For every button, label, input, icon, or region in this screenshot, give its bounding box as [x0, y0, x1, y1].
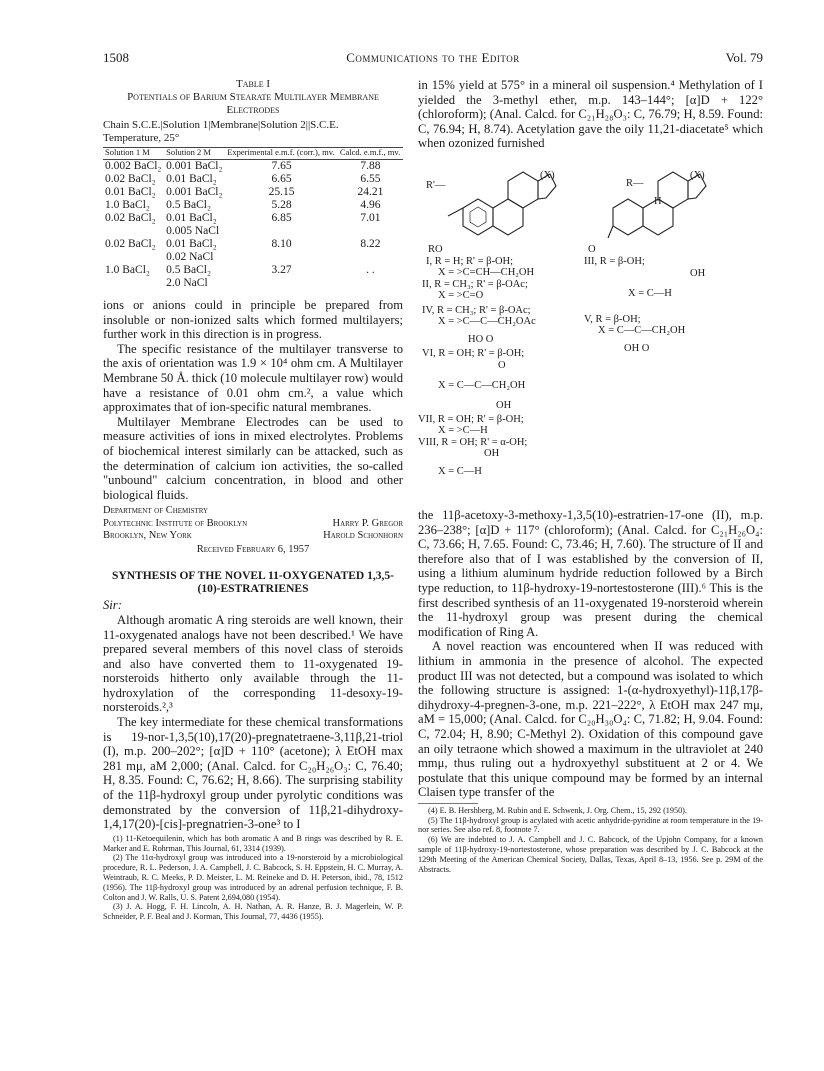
structure-label: OH: [690, 268, 706, 279]
footnote: (5) The 11β-hydroxyl group is acylated with acetic anhydride-pyridine at room temperature in the 19-nor series. See also ref. 8, footnote 7.: [418, 815, 763, 835]
table-cell: 2.0 NaCl: [166, 277, 208, 289]
structure-label: (X): [690, 170, 705, 181]
table-number: Table I: [235, 78, 271, 90]
table-row: [103, 225, 403, 238]
structure-label: H: [654, 196, 662, 207]
chemical-structures: [418, 170, 763, 510]
paragraph: A novel reaction was encountered when II was reduced with lithium in ammonia in the presence of alcohol. The expected product III was not detected, but a compound was isolated to which the following structure is assigned: 1-(α-hydroxyethyl)-11β,17β-dihydroxy-4-pregnen-3-one, m.p. 221–222°, λ EtOH max 247 mμ, aM = 15,000; (Anal. Calcd. for C₂₀H₃₀O₄: C, 71.82; H, 9.04. Found: C, 72.04; H, 8.90; C-Methyl 2). Oxidation of this compound gave an oily tetraone which showed a maximum in the ultraviolet at 240 mmμ, thus ruling out a hydroxyethyl substituent at 2 or 4. We postulate that this unique compound may be formed by an internal Claisen type transfer of the: [418, 639, 763, 800]
table-cell: [225, 277, 338, 290]
affil-line: [103, 518, 403, 531]
col-header: Calcd. e.m.f., mv.: [338, 148, 403, 160]
paragraph: the 11β-acetoxy-3-methoxy-1,3,5(10)-estratrien-17-one (II), m.p. 236–238°; [α]D + 117° (chloroform); (Anal. Calcd. for C₂₁H₂₆O₄: C, 73.66; H, 7.65. Found: C, 73.46; H, 7.60). The structure of II and therefore also that of I was established by the conversion of II, using a lithium aluminum hydride reduction followed by a Birch type reduction, to 11β-hydroxy-19-nortestosterone (III).⁶ This is the first described synthesis of an 11-oxygenated 19-norsteroid wherein the 11-hydroxyl group was present during the chemical modification of Ring A.: [418, 508, 763, 639]
paragraph: Multilayer Membrane Electrodes can be used to measure activities of ions in mixed electrolytes. Problems of biochemical interest similarly can be attacked, such as the determination of calcium ion activities, the so-called "unbound" calcium concentration, in blood and other biological fluids.: [103, 414, 403, 502]
table-cell: 0.01 BaCl₂: [166, 173, 217, 185]
table-cell: 6.55: [360, 173, 381, 185]
structure-label: VIII, R = OH; R' = α-OH;: [418, 437, 528, 448]
structure-label: II, R = CH₃; R' = β-OAc;: [422, 279, 528, 290]
table-cell: 0.01 BaCl₂: [166, 212, 217, 224]
footnote: (2) The 11α-hydroxyl group was introduced into a 19-norsteroid by a microbiological procedure, R. L. Pederson, J. A. Campbell, J. C. Babcock, S. H. Eppstein, H. C. Murray, A. Weintraub, R. C. Meeks, P. D. Meister, L. M. Reineke and D. H. Peterson, ibid., 78, 1512 (1956). The 11β-hydroxyl group was introduced by an adrenal perfusion technique, F. B. Colton and J. W. Ralls, U. S. Patent 2,694,080 (1954).: [103, 853, 403, 902]
table-cell: 8.10: [271, 238, 292, 250]
table-cell: 7.88: [360, 160, 381, 172]
received-date: Received February 6, 1957: [196, 543, 310, 555]
table-cell: 0.001 BaCl₂: [166, 186, 223, 198]
structure-label: HO O: [468, 334, 494, 345]
volume: Vol. 79: [725, 50, 763, 65]
table-row: [103, 238, 403, 251]
table-cell: [225, 251, 338, 264]
table-cell: 3.27: [271, 264, 292, 276]
table-cell: 0.002 BaCl₂: [105, 160, 162, 172]
table-cell: 0.5 BaCl₂: [166, 264, 212, 276]
table-cell: [103, 277, 164, 290]
table-temperature: Temperature, 25°: [103, 132, 180, 144]
footnote: (4) E. B. Hershberg, M. Rubin and E. Schwenk, J. Org. Chem., 15, 292 (1950).: [428, 805, 687, 815]
structure-label: X = C—C—CH₂OH: [598, 325, 686, 336]
structure-label: X = C—C—CH₂OH: [438, 380, 526, 391]
table-row: [103, 212, 403, 225]
structure-label: R'—: [426, 180, 446, 191]
footnote: (1) 11-Ketoequilenin, which has both aromatic A and B rings was described by R. E. Marker and E. Rohrman, This Journal, 61, 3314 (1939).: [103, 833, 403, 853]
page-header: [103, 50, 763, 70]
table-cell: 6.85: [271, 212, 292, 224]
table-row: [103, 251, 403, 264]
structure-label: OH O: [624, 343, 650, 354]
table-caption: [103, 78, 403, 117]
table-cell: [225, 225, 338, 238]
right-column-bottom: [418, 508, 763, 874]
paragraph: The specific resistance of the multilayer transverse to the axis of orientation was 1.9 × 10⁴ ohm cm. A Multilayer Membrane 50 Å. thick (10 molecule multilayer row) would have a resistance of 0.01 ohm cm.², a value which approximates that of ion-specific natural membranes.: [103, 341, 403, 415]
structure-label: X = >C—H: [438, 425, 488, 436]
table-cell: 0.005 NaCl: [166, 225, 220, 237]
table-cell: 8.22: [360, 238, 381, 250]
table-cell: 24.21: [357, 186, 384, 198]
author: Harold Schonhorn: [323, 530, 403, 542]
salutation: Sir:: [103, 598, 122, 613]
table-cell: 25.15: [268, 186, 295, 198]
footnote-rule: [418, 803, 478, 804]
affiliation: [103, 505, 403, 556]
footnote: (3) J. A. Hogg, F. H. Lincoln, A. H. Nathan, A. R. Hanze, B. J. Magerlein, W. P. Schneider, P. F. Beal and J. Korman, This Journal, 77, 4436 (1955).: [103, 902, 403, 922]
table-cell: 0.02 BaCl₂: [105, 238, 156, 250]
running-title: Communications to the Editor: [346, 50, 520, 65]
structure-label: III, R = β-OH;: [584, 256, 645, 267]
structure-label: X = C—H: [438, 466, 482, 477]
table-cell: 7.65: [271, 160, 292, 172]
footnote: (6) We are indebted to J. A. Campbell and J. C. Babcock, of the Upjohn Company, for a known sample of 11β-hydroxy-19-nortestosterone, whose preparation was described by J. C. Babcock at the 129th Meeting of the American Chemical Society, Dallas, Texas, April 8–13, 1956. See p. 29M of the Abstracts.: [418, 835, 763, 874]
table-cell: 1.0 BaCl₂: [105, 199, 150, 211]
right-column-top: [418, 78, 763, 151]
structure-label: RO: [428, 244, 443, 255]
table-cell: 0.01 BaCl₂: [105, 186, 156, 198]
paragraph: Although aromatic A ring steroids are well known, their 11-oxygenated analogs have not been described.¹ We have prepared several members of this novel class of steroids and also have converted them to 11-oxygenated 19-norsteroids hitherto only available through the 11-hydroxylation of the corresponding 11-desoxy-19-norsteroids.²,³: [103, 612, 403, 715]
affil-line: [103, 530, 403, 543]
table-header-row: [103, 148, 403, 160]
table-cell: 7.01: [360, 212, 381, 224]
left-body: [103, 298, 403, 502]
table-row: [103, 160, 403, 174]
table-cell: 0.02 BaCl₂: [105, 212, 156, 224]
structure-label: X = >C=O: [438, 290, 484, 301]
institution: Polytechnic Institute of Brooklyn: [103, 517, 248, 529]
paragraph: The key intermediate for these chemical transformations is 19-nor-1,3,5(10),17(20)-pregnatetraene-3,11β,21-triol (I), m.p. 200–202°; [α]D + 110° (acetone); λ EtOH max 281 mμ, aM 2,000; (Anal. Calcd. for C₂₀H₂₆O₃: C, 76.40; H, 8.35. Found: C, 76.62; H, 8.66). The surprising stability of the 11β-hydroxyl group under pyrolytic conditions was demonstrated by the conversion of 11β,21-dihydroxy-1,4,17(20)-[cis]-pregnatrien-3-one³ to I: [103, 715, 403, 832]
paragraph: in 15% yield at 575° in a mineral oil suspension.⁴ Methylation of I yielded the 3-methyl ether, m.p. 143–144°; [α]D + 122° (chloroform); (Anal. Calcd. for C₂₁H₂₈O₃: C, 76.79; H, 8.59. Found: C, 76.94; H, 8.74). Acetylation gave the oily 11,21-diacetate⁵ which when ozonized furnished: [418, 78, 763, 151]
table-row: [103, 186, 403, 199]
table-cell: [103, 225, 164, 238]
table-cell: 0.001 BaCl₂: [166, 160, 223, 172]
table-cell: [103, 251, 164, 264]
structure-label: OH: [496, 400, 512, 411]
table-title: Potentials of Barium Stearate Multilayer Membrane Electrodes: [127, 91, 379, 116]
structure-label: X = >C—C—CH₂OAc: [438, 316, 536, 327]
table-cell: 5.28: [271, 199, 292, 211]
col-header: Solution 2 M: [164, 148, 225, 160]
structure-label: I, R = H; R' = β-OH;: [426, 256, 514, 267]
structure-label: VII, R = OH; R' = β-OH;: [418, 414, 524, 425]
structure-label: V, R = β-OH;: [584, 314, 641, 325]
data-table: [103, 147, 403, 290]
department: Department of Chemistry: [103, 505, 209, 517]
table-cell: 0.5 BaCl₂: [166, 199, 212, 211]
left-column: [103, 78, 403, 922]
paragraph: ions or anions could in principle be prepared from insoluble or non-ionized salts which formed multilayers; further work in this direction is in progress.: [103, 298, 403, 342]
table-cell: [338, 251, 403, 264]
table-cell: . .: [366, 264, 375, 276]
footnotes-right: [418, 806, 763, 875]
table-row: [103, 264, 403, 277]
table-cell: 0.01 BaCl₂: [166, 238, 217, 250]
structure-label: IV, R = CH₃; R' = β-OAc;: [422, 305, 531, 316]
table-row: [103, 173, 403, 186]
structure-label: X = C—H: [628, 288, 672, 299]
table-cell: 0.02 NaCl: [166, 251, 214, 263]
page-number: 1508: [103, 50, 129, 65]
table-chain: Chain S.C.E.|Solution 1|Membrane|Solution 2||S.C.E.: [103, 119, 339, 131]
author: Harry P. Gregor: [332, 517, 403, 529]
structure-label: O: [588, 244, 596, 255]
table-row: [103, 199, 403, 212]
table-cell: 6.65: [271, 173, 292, 185]
steroid-skeleton-diagram: [418, 170, 763, 250]
city: Brooklyn, New York: [103, 530, 192, 542]
table-cell: 4.96: [360, 199, 381, 211]
structure-label: (X): [540, 170, 555, 181]
structure-label: VI, R = OH; R' = β-OH;: [422, 348, 525, 359]
table-cell: [338, 225, 403, 238]
structure-label: X = >C=CH—CH₂OH: [438, 267, 535, 278]
table-cell: [338, 277, 403, 290]
structure-label: OH: [484, 448, 500, 459]
table-cell: 1.0 BaCl₂: [105, 264, 150, 276]
structure-label: R—: [626, 178, 644, 189]
structure-label: O: [498, 360, 506, 371]
col-header: Experimental e.m.f. (corr.), mv.: [225, 148, 338, 160]
table-row: [103, 277, 403, 290]
table-cell: 0.02 BaCl₂: [105, 173, 156, 185]
footnotes-left: [103, 834, 403, 922]
col-header: Solution 1 M: [103, 148, 164, 160]
article-title: SYNTHESIS OF THE NOVEL 11-OXYGENATED 1,3,5-(10)-ESTRATRIENES: [112, 570, 394, 596]
